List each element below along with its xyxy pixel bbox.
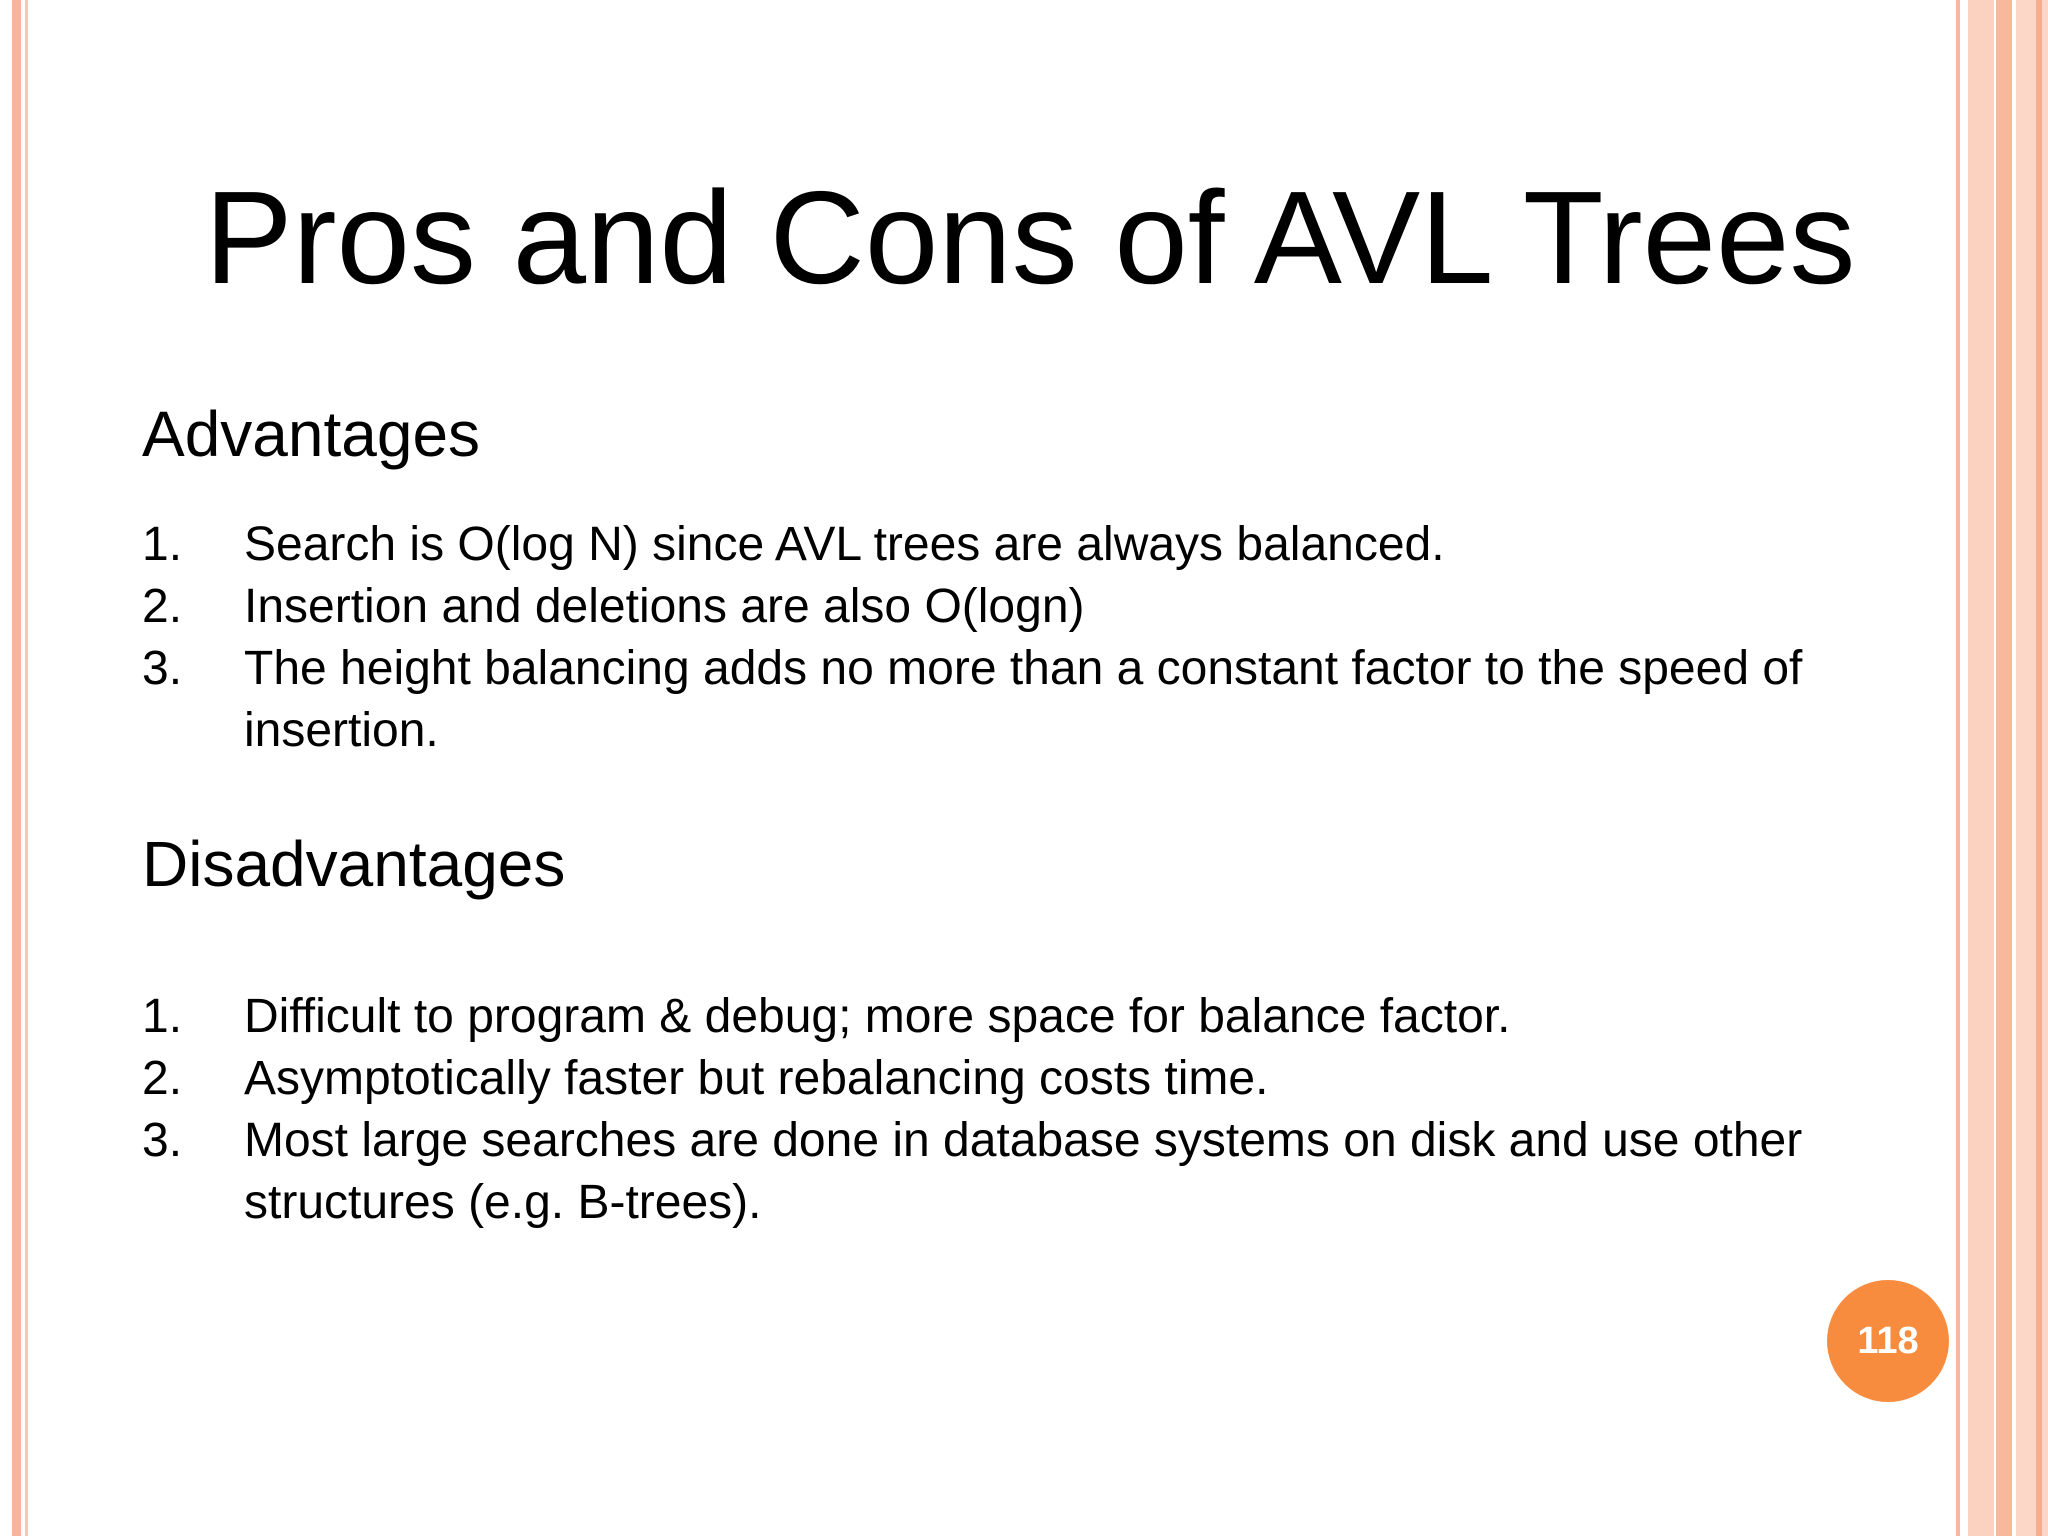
advantages-list-item [142, 514, 1922, 576]
page-number-badge: 118 [1827, 1280, 1949, 1402]
list-item-text: Difficult to program & debug; more space for balance factor. [244, 990, 1511, 1043]
slide-title: Pros and Cons of AVL Trees [204, 164, 1856, 311]
left-border-stripe-inner [25, 0, 28, 1536]
advantages-list [142, 514, 1922, 762]
disadvantages-list-item [142, 1110, 1922, 1234]
list-item-number: 3. [142, 642, 183, 695]
list-item-text: Asymptotically faster but rebalancing costs time. [244, 1052, 1269, 1105]
disadvantages-list [142, 986, 1922, 1234]
left-border-stripe [12, 0, 21, 1536]
advantages-list-item [142, 638, 1922, 762]
list-item-text: The height balancing adds no more than a constant factor to the speed of insertion. [244, 642, 1803, 757]
disadvantages-list-item [142, 1048, 1922, 1110]
list-item-number: 1. [142, 990, 183, 1043]
right-border-stripe [2036, 0, 2042, 1536]
right-border-stripe [1956, 0, 1960, 1536]
list-item-number: 3. [142, 1114, 183, 1167]
list-item-number: 1. [142, 518, 183, 571]
list-item-text: Insertion and deletions are also O(logn) [244, 580, 1085, 633]
list-item-text: Search is O(log N) since AVL trees are always balanced. [244, 518, 1445, 571]
list-item-number: 2. [142, 580, 183, 633]
disadvantages-list-item [142, 986, 1922, 1048]
advantages-list-item [142, 576, 1922, 638]
right-border-stripe [2016, 0, 2048, 1536]
disadvantages-heading: Disadvantages [142, 828, 566, 900]
advantages-heading: Advantages [142, 398, 481, 470]
right-border-stripe [1996, 0, 2012, 1536]
list-item-number: 2. [142, 1052, 183, 1105]
right-border-stripe [1968, 0, 1994, 1536]
list-item-text: Most large searches are done in database systems on disk and use other structures (e.g. B-trees). [244, 1114, 1803, 1229]
